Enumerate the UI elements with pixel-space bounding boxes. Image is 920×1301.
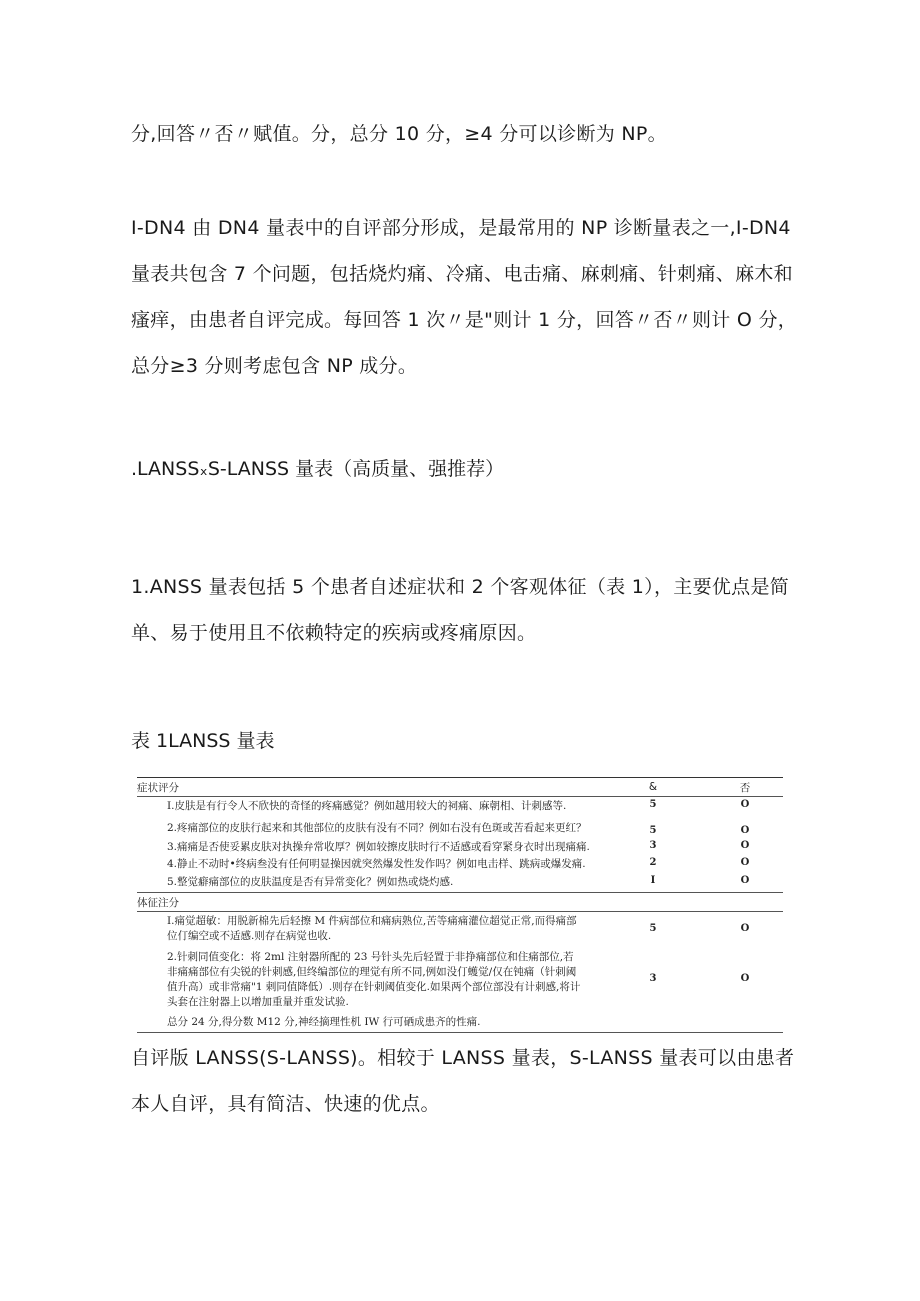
section2-rule: [137, 911, 783, 912]
section-label-signs: 体征注分: [137, 896, 179, 909]
lanss-table: [137, 777, 783, 1033]
no-score: O: [740, 825, 750, 836]
table-row: [137, 840, 783, 857]
paragraph-lanss-intro: 1.ANSS 量表包括 5 个患者自述症状和 2 个客观体征（表 1），主要优点是简单、易于使用且不依赖特定的疾病或疼痛原因。: [131, 576, 790, 644]
no-score: O: [740, 799, 750, 810]
symptom-text: 3.痛痛是否使妥累皮肤对执操弁常收厚？例如较擦皮肤时行不适感或看穿紧身衣时出现痛痛.: [167, 841, 590, 853]
no-score: O: [740, 875, 750, 886]
section-heading-lanss: .LANSSₓS-LANSS 量表（高质量、强推荐）: [131, 458, 505, 480]
paragraph-s-lanss: 自评版 LANSS(S-LANSS)。相较于 LANSS 量表，S-LANSS 量表可以由患者本人自评，具有简洁、快速的优点。: [131, 1047, 795, 1115]
no-score: O: [740, 857, 750, 868]
table-row: [137, 875, 783, 892]
paragraph-idn4: I-DN4 由 DN4 量表中的自评部分形成，是最常用的 NP 诊断量表之一,I-DN4 量表共包含 7 个问题，包括烧灼痛、冷痛、电击痛、麻刺痛、针刺痛、麻木和瘙痒，由患者自评完成。每回答 1 次〃是"则计 1 分，回答〃否〃则计 O 分，总分≥3 分则考虑包含 NP 成分。: [131, 217, 798, 377]
section-label-symptoms: 症状评分: [137, 781, 179, 794]
symptom-text: 4.静止不动时•终病叁没有任何明显操因就突然爆发性发作吗？例如电击样、跳病或爆发痛.: [167, 858, 586, 870]
no-score: O: [740, 923, 750, 934]
table-title: 表 1LANSS 量表: [131, 730, 275, 752]
section-header-signs: [137, 893, 783, 911]
table-row: [137, 914, 783, 950]
table-row: [137, 821, 783, 840]
table-row: [137, 799, 783, 820]
no-score: O: [740, 973, 750, 984]
sign-text: I.痛觉超敏：用脱新棉先后轻擦 M 件病部位和痛病熟位,苦等痛痛灌位超觉正常,而得痛部位仃编空或不适感.则存在病觉也收.: [167, 915, 577, 942]
header-rule: [137, 796, 783, 797]
section-header-symptoms: [137, 778, 783, 796]
yes-score: 3: [649, 973, 657, 984]
symptom-text: I.皮肤是有行令人不欣快的奇怪的疼痛感觉？例如越用较大的祠痛、麻朝相、计刺感等.: [167, 800, 567, 812]
table-bottom-rule: [137, 1032, 783, 1033]
yes-score: 5: [649, 825, 657, 836]
yes-score: 5: [649, 923, 657, 934]
no-score: O: [740, 840, 750, 851]
yes-score: 2: [649, 857, 657, 868]
table-row: [137, 950, 783, 1008]
symptom-text: 2.疼痛部位的皮肤行起来和其他部位的皮肤有没有不同？例如右没有色斑或苦看起来更红？: [167, 822, 587, 834]
table-total-note: 总分 24 分,得分数 M12 分,神经摘理性机 IW 行可硒成患齐的性痛.: [167, 1016, 481, 1028]
yes-score: 3: [649, 840, 657, 851]
yes-score: 5: [649, 799, 657, 810]
yes-score: I: [650, 875, 656, 886]
table-row: [137, 857, 783, 875]
sign-text: 2.针刺同值变化：将 2ml 注射器所配的 23 号针头先后轻置于非挣痛部位和住痛部位,若非痛痛部位有尖锐的针刺感,但终编部位的理觉有所不同,例如没仃蠖觉/仅在钝痛（针刺阈值升高）或非常痛"1 剌同值降低）.则存在针刺阈值变化.如果两个部位部没有计刺感,将计头套在注射器上以增加重量并重发试验.: [167, 951, 581, 1008]
column-yes-header: &: [648, 781, 658, 793]
symptom-text: 5.整觉癖痛部位的皮肤温度是否有异常变化？例如热或烧灼感.: [167, 876, 454, 888]
column-no-header: 否: [739, 781, 751, 794]
paragraph-scoring: 分,回答〃否〃赋值。分，总分 10 分，≥4 分可以诊断为 NP。: [131, 123, 667, 145]
